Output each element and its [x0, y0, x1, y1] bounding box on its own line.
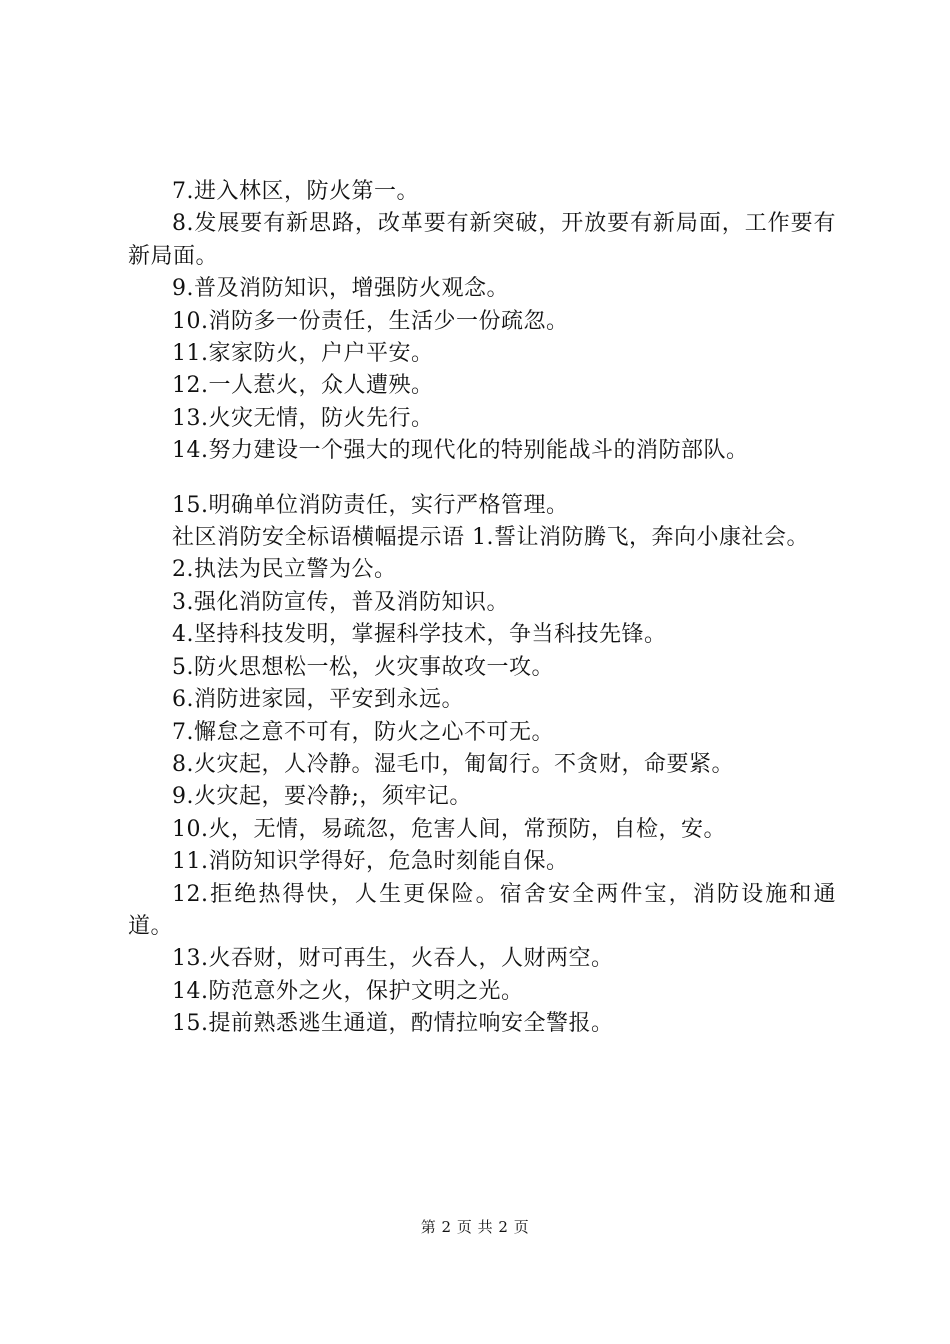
paragraph: 10.消防多一份责任，生活少一份疏忽。	[172, 308, 569, 334]
paragraph: 6.消防进家园，平安到永远。	[172, 687, 464, 713]
paragraph: 7.懈怠之意不可有，防火之心不可无。	[172, 719, 554, 745]
paragraph: 12.一人惹火，众人遭殃。	[172, 373, 434, 399]
paragraph: 9.普及消防知识，增强防火观念。	[172, 276, 509, 302]
paragraph: 9.火灾起，要冷静;，须牢记。	[172, 784, 472, 810]
paragraph: 8.发展要有新思路，改革要有新突破，开放要有新局面，工作要有新局面。	[128, 211, 836, 269]
paragraph: 15.明确单位消防责任，实行严格管理。	[172, 492, 569, 518]
page-number-label: 第 2 页 共 2 页	[420, 1218, 530, 1236]
paragraph: 5.防火思想松一松，火灾事故攻一攻。	[172, 654, 554, 680]
paragraph: 12.拒绝热得快，人生更保险。宿舍安全两件宝，消防设施和通道。	[128, 881, 836, 939]
paragraph: 4.坚持科技发明，掌握科学技术，争当科技先锋。	[172, 622, 667, 648]
paragraph: 15.提前熟悉逃生通道，酌情拉响安全警报。	[172, 1011, 614, 1037]
paragraph: 13.火吞财，财可再生，火吞人，人财两空。	[172, 946, 614, 972]
paragraph: 7.进入林区，防火第一。	[172, 179, 419, 204]
paragraph: 11.家家防火，户户平安。	[172, 341, 434, 367]
paragraph: 13.火灾无情，防火先行。	[172, 405, 434, 431]
paragraph: 14.防范意外之火，保护文明之光。	[172, 978, 524, 1004]
section-heading-paragraph: 社区消防安全标语横幅提示语 1.誓让消防腾飞，奔向小康社会。	[172, 525, 809, 551]
paragraph: 2.执法为民立警为公。	[172, 557, 397, 583]
paragraph: 10.火，无情，易疏忽，危害人间，常预防，自检，安。	[172, 816, 726, 842]
document-body	[128, 176, 836, 1041]
paragraph: 14.努力建设一个强大的现代化的特别能战斗的消防部队。	[172, 438, 749, 464]
paragraph: 11.消防知识学得好，危急时刻能自保。	[172, 849, 569, 875]
page-footer	[0, 1216, 950, 1237]
paragraph: 3.强化消防宣传，普及消防知识。	[172, 589, 509, 615]
paragraph: 8.火灾起，人冷静。湿毛巾，匍匐行。不贪财，命要紧。	[172, 751, 734, 777]
